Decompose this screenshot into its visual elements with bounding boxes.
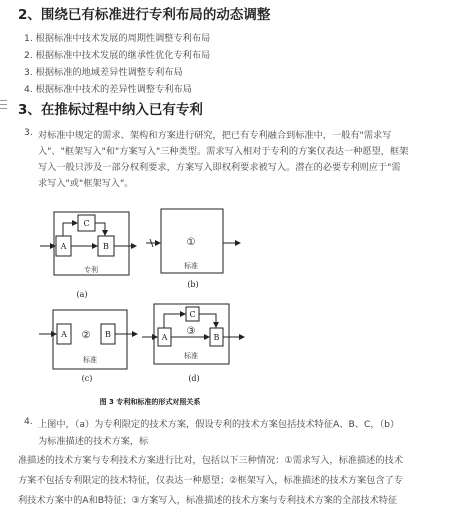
connector xyxy=(164,314,185,328)
list-item: 3. 根据标准的地域差异性调整专利布局 xyxy=(24,67,183,78)
paragraph-4-line: 准描述的技术方案与专利技术方案进行比对，包括以下三种情况：①需求写入，标准描述的技术 xyxy=(18,455,403,466)
circle-3: ③ xyxy=(186,326,196,337)
label-a: A xyxy=(161,333,168,342)
paragraph-4-line: 上图中，（a）为专利限定的技术方案，假设专利的技术方案包括技术特征A、B、C，（b） xyxy=(38,419,400,430)
paragraph-4-line: 方案不包括专利限定的技术特征，仅表达一种愿望；②框架写入，标准描述的技术方案包含了专 xyxy=(18,475,403,486)
box-caption-standard: 标准 xyxy=(83,356,97,364)
subfigure-label-d: (d) xyxy=(188,374,200,383)
paragraph-3-line: 求写入"或"框架写入"。 xyxy=(38,178,134,189)
label-b: B xyxy=(105,330,111,339)
paragraph-3-line: 对标准中规定的需求、架构和方案进行研究，把已有专利融合到标准中，一般有"需求写 xyxy=(38,130,392,141)
label-c: C xyxy=(83,219,90,228)
circle-2: ② xyxy=(81,330,91,341)
list-item: 4. 根据标准中技术的差异性调整专利布局 xyxy=(24,84,192,95)
section-3-heading: 3、在推标过程中纳入已有专利 xyxy=(18,102,203,118)
paragraph-3-line: 入"、"框架写入"和"方案写入"三种类型。需求写入相对于专利的方案仅表达一种愿望，框架 xyxy=(38,146,409,157)
label-a: A xyxy=(61,330,67,339)
circle-1: ① xyxy=(186,237,196,248)
paragraph-4-line: 利技术方案中的A和B特征；③方案写入，标准描述的技术方案与专利技术方案的全部技术特征 xyxy=(18,495,398,506)
label-b: B xyxy=(213,333,220,342)
paragraph-3-number: 3. xyxy=(24,127,33,138)
list-item: 1. 根据标准中技术发展的周期性调整专利布局 xyxy=(24,33,211,44)
section-2-heading: 2、围绕已有标准进行专利布局的动态调整 xyxy=(18,7,271,23)
subfigure-label-c: (c) xyxy=(81,374,93,383)
connector xyxy=(199,314,216,327)
subfigure-label-a: (a) xyxy=(76,290,88,299)
list-item: 2. 根据标准中技术发展的继承性优化专利布局 xyxy=(24,50,211,61)
label-c: C xyxy=(189,310,196,319)
box-caption-standard: 标准 xyxy=(184,352,198,360)
paragraph-3-line: 写入一般只涉及一部分权利要求，方案写入即权利要求被写入。潜在的必要专利则应于"需 xyxy=(38,162,401,173)
box-caption-patent: 专利 xyxy=(84,266,98,274)
label-b: B xyxy=(103,242,109,251)
figure-caption: 图 3 专利和标准的形式对照关系 xyxy=(99,398,201,406)
subfigure-label-b: (b) xyxy=(187,280,199,289)
box-caption-standard: 标准 xyxy=(184,262,198,270)
paragraph-4-number: 4. xyxy=(24,416,33,427)
paragraph-4-line: 为标准描述的技术方案，标 xyxy=(38,436,149,447)
label-a: A xyxy=(60,242,67,251)
connector xyxy=(63,223,77,236)
connector xyxy=(95,223,105,235)
